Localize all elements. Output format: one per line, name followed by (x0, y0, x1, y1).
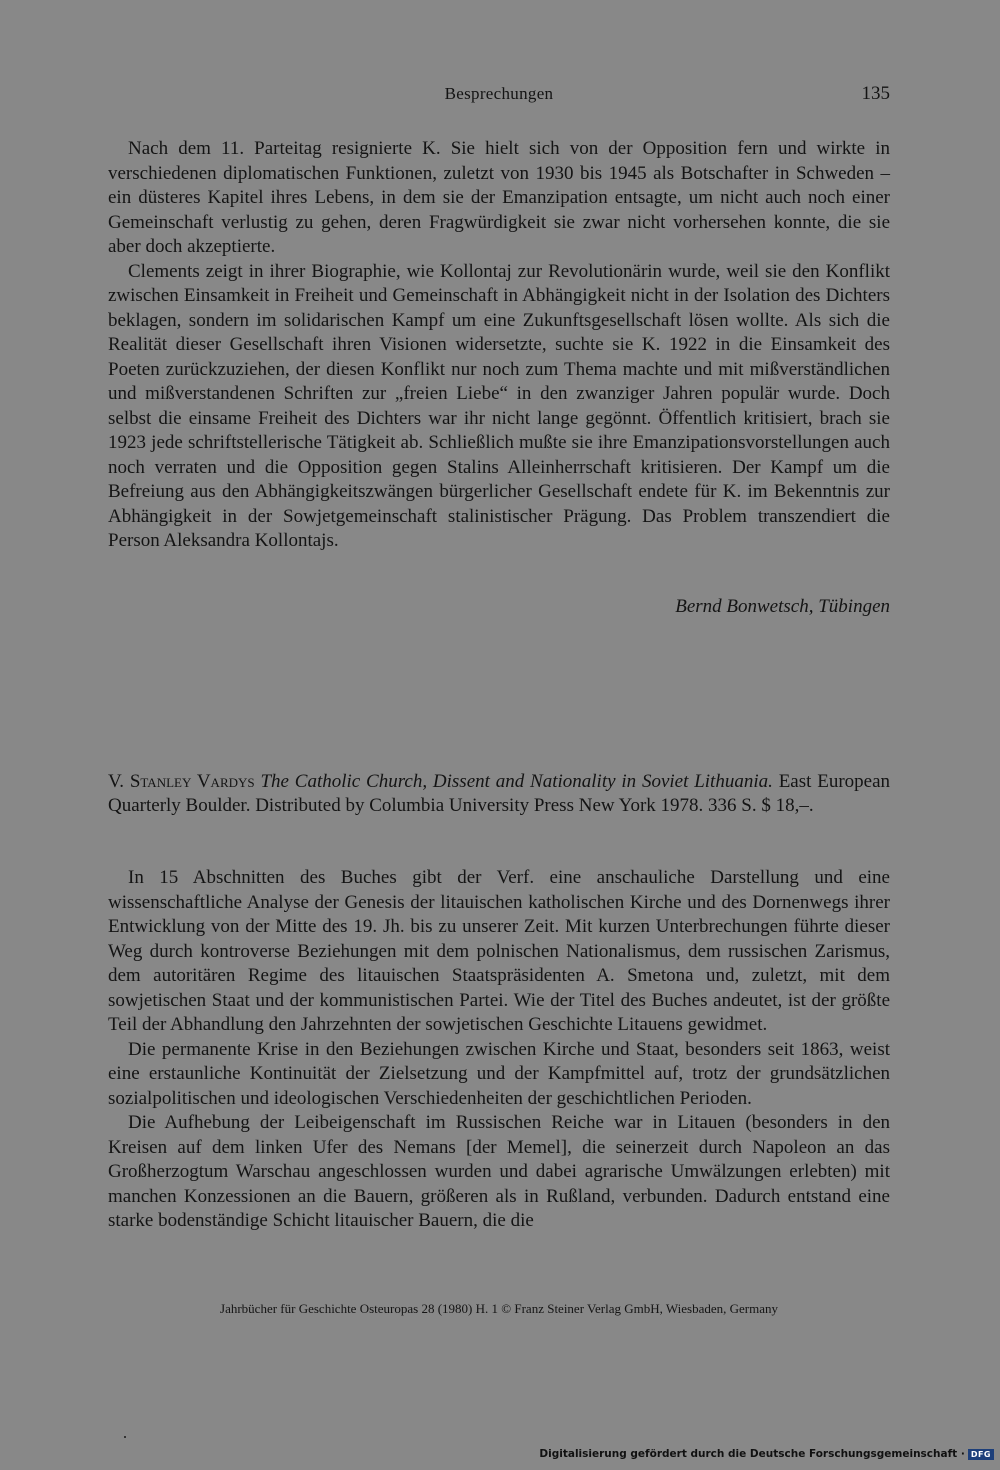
reviewer-signature: Bernd Bonwetsch, Tübingen (675, 596, 890, 617)
review-two-paragraph: Die permanente Krise in den Beziehungen zwischen Kirche und Staat, besonders seit 1863, weist eine erstaunliche Kontinuität der Zielsetzung und der Kampfmittel auf, trotz der grundsätzlichen sozialpolitischen und ideologischen Verschiedenheiten der geschichtlichen Perioden. (108, 1038, 890, 1109)
journal-citation: Jahrbücher für Geschichte Osteuropas 28 (1980) H. 1 © Franz Steiner Verlag GmbH, Wiesbaden, Germany (220, 1301, 778, 1316)
running-head: Besprechungen (444, 84, 554, 103)
page-number: 135 (861, 83, 890, 104)
review-one-paragraph: Clements zeigt in ihrer Biographie, wie Kollontaj zur Revolutionärin wurde, weil sie den Konflikt zwischen Einsamkeit in Freiheit und Gemeinschaft in Abhängigkeit nicht in der Isolation des Dichters beklagen, sondern im solidarischen Kampf um eine Zukunftsgesellschaft lösen wollte. Als sich die Realität dieser Gesellschaft ihren Visionen widersetzte, suchte sie K. 1922 in die Einsamkeit des Poeten zurückzuziehen, der diesen Konflikt nur noch zum Thema machte und mit mißverständlichen und mißverstandenen Schriften zur „freien Liebe“ in den zwanziger Jahren populär wurde. Doch selbst die einsame Freiheit des Dichters war ihr nicht lange gegönnt. Öffentlich kritisiert, brach sie 1923 jede schriftstellerische Tätigkeit ab. Schließlich mußte sie ihre Emanzipationsvorstellungen auch noch verraten und die Opposition gegen Stalins Alleinherrschaft kritisieren. Der Kampf um die Befreiung aus den Abhängigkeitszwängen bürgerlicher Gesellschaft endete für K. im Bekenntnis zur Abhängigkeit in der Sowjetgemeinschaft stalinistischer Prägung. Das Problem transzendiert die Person Aleksandra Kollontajs. (108, 260, 890, 551)
dfg-logo-icon: DFG (968, 1449, 994, 1460)
bibliographic-entry (108, 770, 890, 817)
page-header (108, 84, 890, 110)
book-title: The Catholic Church, Dissent and Nationality in Soviet Lithuania. (260, 771, 773, 792)
review-two-paragraph: In 15 Abschnitten des Buches gibt der Verf. eine anschauliche Darstellung und eine wissenschaftliche Analyse der Genesis der litauischen katholischen Kirche und des Dornenwegs ihrer Entwicklung von der Mitte des 19. Jh. bis zu unserer Zeit. Mit kurzen Unterbrechungen führte dieser Weg durch kontroverse Beziehungen mit dem polnischen Nationalismus, dem russischen Zarismus, dem autoritären Regime des litauischen Staatspräsidenten A. Smetona und, zuletzt, mit dem sowjetischen Staat und der kommunistischen Partei. Wie der Titel des Buches andeutet, ist der größte Teil der Abhandlung den Jahrzehnten der sowjetischen Geschichte Litauens gewidmet. (108, 867, 890, 1035)
review-two-body (108, 866, 890, 1234)
book-publication: East European Quarterly Boulder. Distributed by Columbia University Press New York 1978. 336 S. $ 18,–. (108, 771, 891, 816)
review-two-paragraph: Die Aufhebung der Leibeigenschaft im Russischen Reiche war in Litauen (besonders in den Kreisen auf dem linken Ufer des Nemans [der Memel], die seinerzeit durch Napoleon an das Großherzogtum Warschau angeschlossen wurden und dabei agrarische Umwälzungen erlebten) mit manchen Konzessionen an die Bauern, größeren als in Rußland, verbunden. Dadurch entstand eine starke bodenständige Schicht litauischer Bauern, die die (108, 1112, 890, 1231)
review-one-body (108, 137, 890, 554)
dfg-notice-text: Digitalisierung gefördert durch die Deutsche Forschungsgemeinschaft · (539, 1448, 965, 1460)
scan-speck (124, 1436, 126, 1438)
dfg-notice (539, 1448, 994, 1460)
review-one-paragraph: Nach dem 11. Parteitag resignierte K. Sie hielt sich von der Opposition fern und wirkte in verschiedenen diplomatischen Funktionen, zuletzt von 1930 bis 1945 als Botschafter in Schweden – ein düsteres Kapitel ihres Lebens, in dem sie der Emanzipation entsagte, um nicht auch noch einer Gemeinschaft verlustig zu gehen, deren Fragwürdigkeit sie zwar nicht vorhersehen konnte, die sie aber doch akzeptierte. (108, 138, 890, 257)
book-author: V. Stanley Vardys (108, 771, 255, 792)
